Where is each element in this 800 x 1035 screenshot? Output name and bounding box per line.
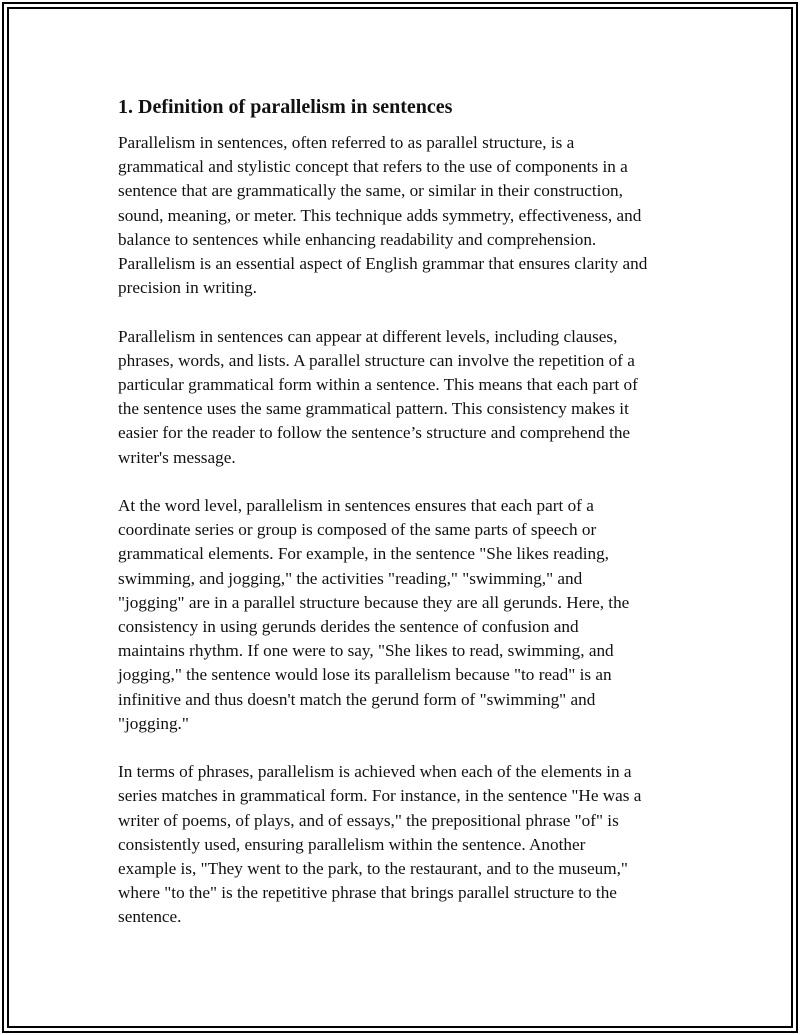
paragraph-levels: Parallelism in sentences can appear at different levels, including clauses, phrases, words, and lists. A parallel structure can involve the repetition of a particular grammatical form within a sentence. This means that each part of the sentence uses the same grammatical pattern. This consistency makes it easier for the reader to follow the sentence’s structure and comprehend the writer's message. (118, 326, 638, 467)
paragraph-definition: Parallelism in sentences, often referred to as parallel structure, is a grammatical and stylistic concept that refers to the use of components in a sentence that are grammatically the same, or similar in their construction, sound, meaning, or meter. This technique adds symmetry, effectiveness, and balance to sentences while enhancing readability and comprehension. Parallelism is an essential aspect of English grammar that ensures clarity and precision in writing. (118, 133, 648, 298)
paragraph-word-level: At the word level, parallelism in sentences ensures that each part of a coordinate series or group is composed of the same parts of speech or grammatical elements. For example, in the sentence "She likes reading, swimming, and jogging," the activities "reading," "swimming," and "jogging" are in a parallel structure because they are all gerunds. Here, the consistency in using gerunds derides the sentence of confusion and maintains rhythm. If one were to say, "She likes to read, swimming, and jogging," the sentence would lose its parallelism because "to read" is an infinitive and thus doesn't match the gerund form of "swimming" and "jogging." (118, 496, 630, 733)
document-body (118, 94, 698, 954)
paragraph-phrases: In terms of phrases, parallelism is achieved when each of the elements in a series matches in grammatical form. For instance, in the sentence "He was a writer of poems, of plays, and of essays," the prepositional phrase "of" is consistently used, ensuring parallelism within the sentence. Another example is, "They went to the park, to the restaurant, and to the museum," where "to the" is the repetitive phrase that brings parallel structure to the sentence. (118, 762, 642, 927)
section-heading: 1. Definition of parallelism in sentences (118, 96, 453, 118)
